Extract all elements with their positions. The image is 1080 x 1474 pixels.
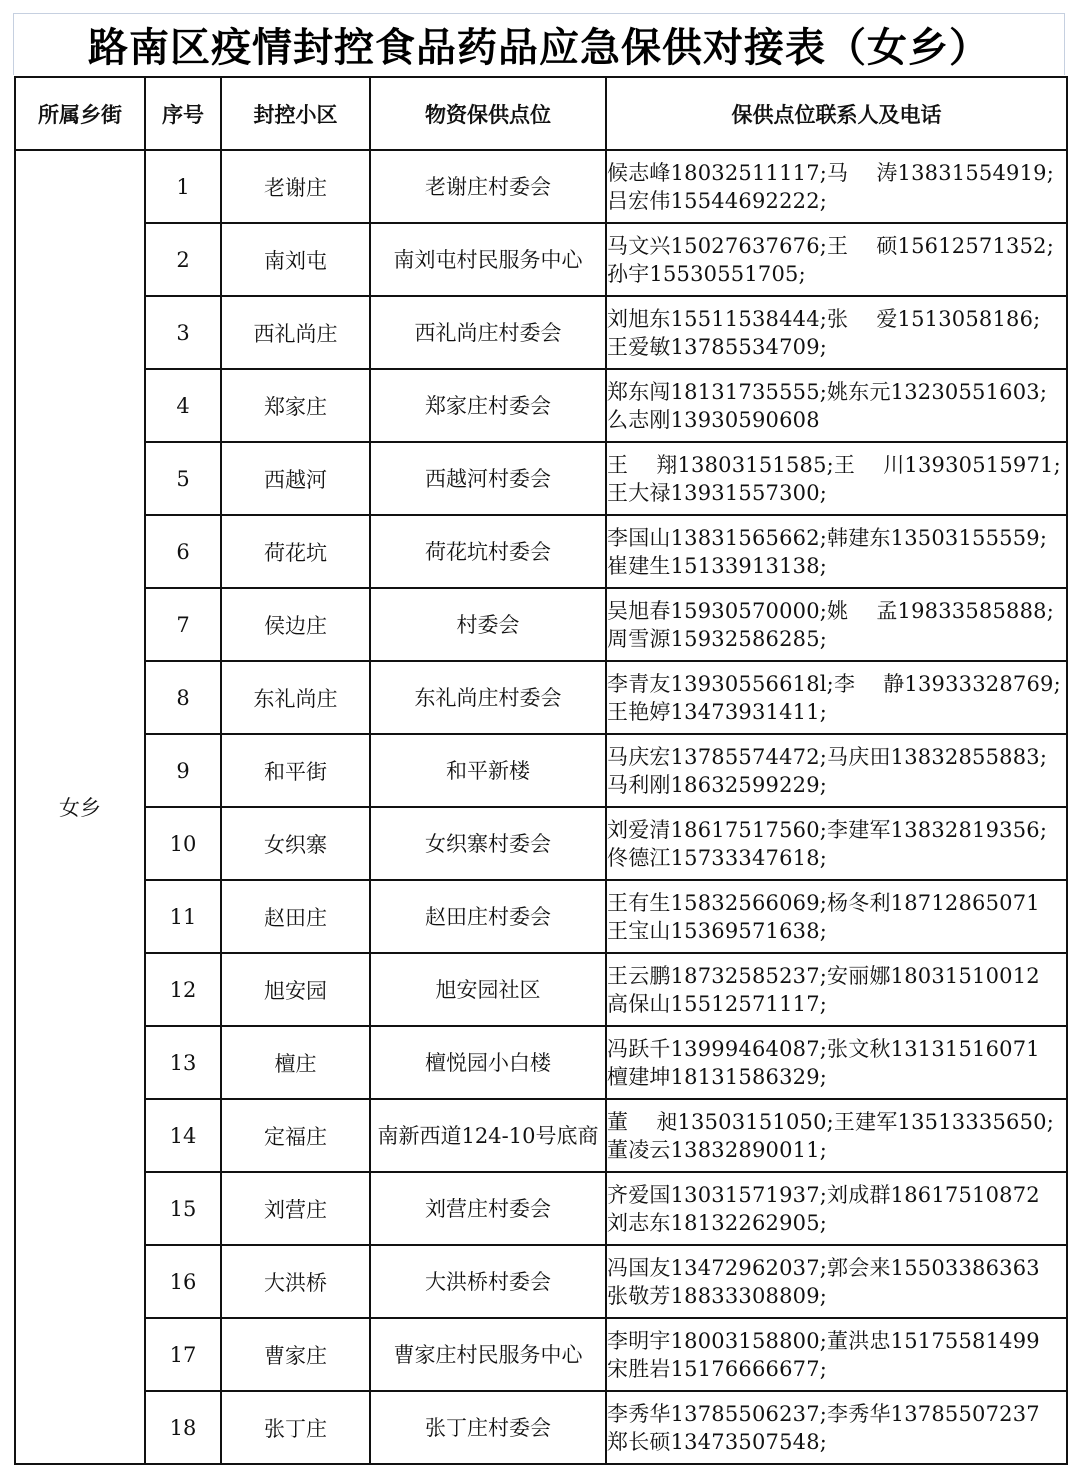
contact-line-1: 候志峰18032511117;马 涛13831554919; <box>607 160 1054 185</box>
contact-cell <box>606 661 1067 734</box>
community-cell: 侯边庄 <box>221 588 370 661</box>
header-contact: 保供点位联系人及电话 <box>606 77 1067 150</box>
supply-point-cell: 东礼尚庄村委会 <box>370 661 606 734</box>
table-row <box>15 880 1067 953</box>
community-cell: 张丁庄 <box>221 1391 370 1464</box>
community-cell: 老谢庄 <box>221 150 370 223</box>
contact-line-1: 李国山13831565662;韩建东13503155559; <box>607 525 1048 550</box>
table-row <box>15 1026 1067 1099</box>
seq-cell: 7 <box>145 588 221 661</box>
table-row <box>15 734 1067 807</box>
contact-line-2: 佟德江15733347618; <box>607 845 828 870</box>
supply-point-cell: 旭安园社区 <box>370 953 606 1026</box>
seq-cell: 17 <box>145 1318 221 1391</box>
contact-cell <box>606 1318 1067 1391</box>
seq-cell: 10 <box>145 807 221 880</box>
seq-cell: 5 <box>145 442 221 515</box>
contact-line-1: 董 昶13503151050;王建军13513335650; <box>607 1109 1054 1134</box>
seq-cell: 14 <box>145 1099 221 1172</box>
contact-line-2: 么志刚13930590608 <box>607 407 820 432</box>
community-cell: 大洪桥 <box>221 1245 370 1318</box>
contact-cell <box>606 1391 1067 1464</box>
contact-line-2: 刘志东18132262905; <box>607 1210 828 1235</box>
town-cell: 女乡 <box>15 150 145 1464</box>
contact-cell <box>606 150 1067 223</box>
seq-cell: 8 <box>145 661 221 734</box>
contact-line-2: 张敬芳18833308809; <box>607 1283 828 1308</box>
supply-point-cell: 和平新楼 <box>370 734 606 807</box>
seq-cell: 9 <box>145 734 221 807</box>
contact-cell <box>606 588 1067 661</box>
contact-cell <box>606 1172 1067 1245</box>
community-cell: 和平街 <box>221 734 370 807</box>
contact-line-1: 王云鹏18732585237;安丽娜18031510012 <box>607 963 1040 988</box>
contact-line-2: 吕宏伟15544692222; <box>607 188 828 213</box>
community-cell: 荷花坑 <box>221 515 370 588</box>
contact-cell <box>606 1099 1067 1172</box>
supply-point-cell: 南新西道124-10号底商 <box>370 1099 606 1172</box>
supply-point-cell: 刘营庄村委会 <box>370 1172 606 1245</box>
contact-line-1: 冯国友13472962037;郭会来15503386363 <box>607 1255 1040 1280</box>
contact-cell <box>606 880 1067 953</box>
contact-line-1: 冯跃千13999464087;张文秋13131516071 <box>607 1036 1040 1061</box>
supply-point-cell: 西礼尚庄村委会 <box>370 296 606 369</box>
contact-cell <box>606 442 1067 515</box>
seq-cell: 15 <box>145 1172 221 1245</box>
supply-point-cell: 西越河村委会 <box>370 442 606 515</box>
community-cell: 刘营庄 <box>221 1172 370 1245</box>
table-row <box>15 588 1067 661</box>
supply-point-cell: 老谢庄村委会 <box>370 150 606 223</box>
table-row <box>15 150 1067 223</box>
contact-cell <box>606 734 1067 807</box>
header-town: 所属乡街 <box>15 77 145 150</box>
supply-table <box>14 76 1068 1465</box>
table-row <box>15 369 1067 442</box>
contact-line-2: 董凌云13832890011; <box>607 1137 828 1162</box>
contact-line-2: 马利刚18632599229; <box>607 772 828 797</box>
community-cell: 女织寨 <box>221 807 370 880</box>
table-row <box>15 223 1067 296</box>
contact-cell <box>606 223 1067 296</box>
supply-point-cell: 曹家庄村民服务中心 <box>370 1318 606 1391</box>
community-cell: 西越河 <box>221 442 370 515</box>
contact-line-1: 郑东闯18131735555;姚东元13230551603; <box>607 379 1048 404</box>
contact-line-1: 齐爱国13031571937;刘成群18617510872 <box>607 1182 1040 1207</box>
contact-line-1: 李秀华13785506237;李秀华13785507237 <box>607 1401 1040 1426</box>
contact-line-1: 李明宇18003158800;董洪忠15175581499 <box>607 1328 1040 1353</box>
contact-line-2: 檀建坤18131586329; <box>607 1064 828 1089</box>
seq-cell: 2 <box>145 223 221 296</box>
header-supply-point: 物资保供点位 <box>370 77 606 150</box>
table-row <box>15 515 1067 588</box>
community-cell: 东礼尚庄 <box>221 661 370 734</box>
table-row <box>15 1099 1067 1172</box>
community-cell: 赵田庄 <box>221 880 370 953</box>
seq-cell: 13 <box>145 1026 221 1099</box>
contact-line-1: 吴旭春15930570000;姚 孟19833585888; <box>607 598 1054 623</box>
table-header-row <box>15 77 1067 150</box>
contact-line-2: 王大禄13931557300; <box>607 480 828 505</box>
table-row <box>15 296 1067 369</box>
contact-line-2: 王宝山15369571638; <box>607 918 828 943</box>
table-row <box>15 1318 1067 1391</box>
seq-cell: 12 <box>145 953 221 1026</box>
contact-line-1: 王有生15832566069;杨冬利18712865071 <box>607 890 1040 915</box>
community-cell: 南刘屯 <box>221 223 370 296</box>
seq-cell: 3 <box>145 296 221 369</box>
supply-point-cell: 村委会 <box>370 588 606 661</box>
contact-line-1: 马庆宏13785574472;马庆田13832855883; <box>607 744 1048 769</box>
contact-line-2: 郑长硕13473507548; <box>607 1429 828 1454</box>
contact-line-2: 周雪源15932586285; <box>607 626 828 651</box>
table-row <box>15 1172 1067 1245</box>
supply-point-cell: 女织寨村委会 <box>370 807 606 880</box>
table-row <box>15 1245 1067 1318</box>
table-row <box>15 442 1067 515</box>
contact-cell <box>606 1026 1067 1099</box>
contact-line-2: 崔建生15133913138; <box>607 553 828 578</box>
contact-cell <box>606 515 1067 588</box>
contact-line-2: 王爱敏13785534709; <box>607 334 828 359</box>
contact-line-1: 王 翔13803151585;王 川13930515971; <box>607 452 1061 477</box>
supply-point-cell: 南刘屯村民服务中心 <box>370 223 606 296</box>
contact-cell <box>606 296 1067 369</box>
community-cell: 曹家庄 <box>221 1318 370 1391</box>
header-community: 封控小区 <box>221 77 370 150</box>
contact-line-1: 刘爱清18617517560;李建军13832819356; <box>607 817 1048 842</box>
supply-point-cell: 赵田庄村委会 <box>370 880 606 953</box>
seq-cell: 6 <box>145 515 221 588</box>
table-row <box>15 1391 1067 1464</box>
supply-point-cell: 大洪桥村委会 <box>370 1245 606 1318</box>
page-title: 路南区疫情封控食品药品应急保供对接表（女乡） <box>88 25 990 71</box>
table-body <box>15 150 1067 1464</box>
supply-point-cell: 檀悦园小白楼 <box>370 1026 606 1099</box>
supply-point-cell: 张丁庄村委会 <box>370 1391 606 1464</box>
contact-line-2: 王艳婷13473931411; <box>607 699 828 724</box>
contact-line-1: 刘旭东15511538444;张 爱1513058186; <box>607 306 1041 331</box>
contact-cell <box>606 1245 1067 1318</box>
community-cell: 旭安园 <box>221 953 370 1026</box>
seq-cell: 16 <box>145 1245 221 1318</box>
contact-line-1: 马文兴15027637676;王 硕15612571352; <box>607 233 1054 258</box>
contact-cell <box>606 369 1067 442</box>
title-box <box>13 13 1065 75</box>
supply-point-cell: 郑家庄村委会 <box>370 369 606 442</box>
contact-cell <box>606 953 1067 1026</box>
table-row <box>15 661 1067 734</box>
contact-line-2: 孙宇15530551705; <box>607 261 806 286</box>
seq-cell: 11 <box>145 880 221 953</box>
table-row <box>15 953 1067 1026</box>
table-row <box>15 807 1067 880</box>
contact-line-1: 李青友13930556618l;李 静13933328769; <box>607 671 1061 696</box>
contact-line-2: 高保山15512571117; <box>607 991 828 1016</box>
seq-cell: 4 <box>145 369 221 442</box>
community-cell: 檀庄 <box>221 1026 370 1099</box>
contact-line-2: 宋胜岩15176666677; <box>607 1356 828 1381</box>
community-cell: 定福庄 <box>221 1099 370 1172</box>
contact-cell <box>606 807 1067 880</box>
seq-cell: 18 <box>145 1391 221 1464</box>
community-cell: 郑家庄 <box>221 369 370 442</box>
seq-cell: 1 <box>145 150 221 223</box>
community-cell: 西礼尚庄 <box>221 296 370 369</box>
supply-point-cell: 荷花坑村委会 <box>370 515 606 588</box>
header-seq: 序号 <box>145 77 221 150</box>
